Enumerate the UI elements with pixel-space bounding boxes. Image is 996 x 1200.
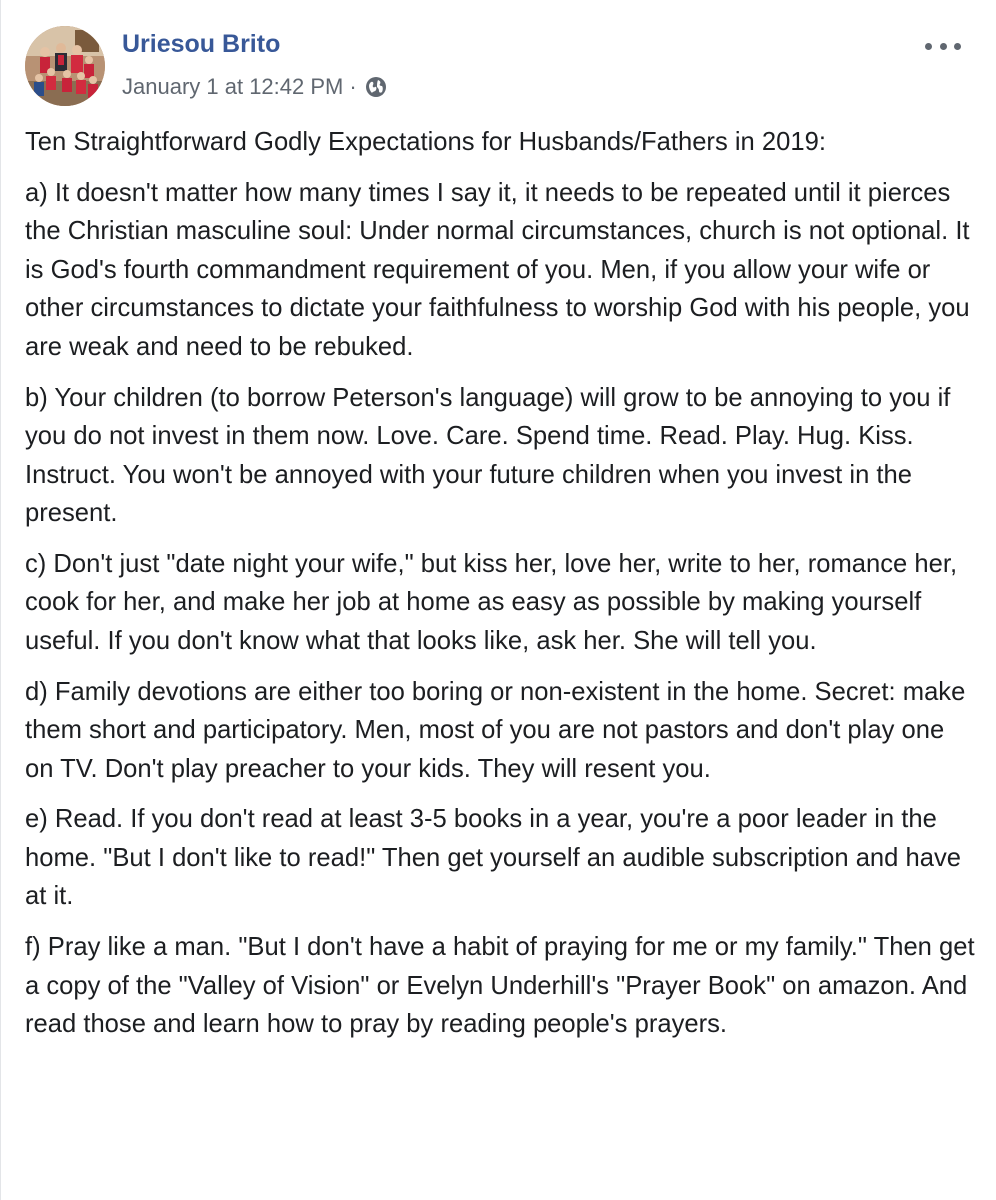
post-paragraph: d) Family devotions are either too boring or non-existent in the home. Secret: make them short and participatory. Men, most of you are not pastors and don't play one on TV. Don't play preacher to your kids. They will resent you. bbox=[25, 677, 966, 783]
post-paragraph: Ten Straightforward Godly Expectations for Husbands/Fathers in 2019: bbox=[25, 128, 826, 156]
post-body bbox=[25, 123, 975, 1056]
author-name-link[interactable]: Uriesou Brito bbox=[122, 30, 281, 58]
family-photo-avatar bbox=[25, 26, 105, 106]
globe-icon[interactable] bbox=[365, 76, 387, 98]
more-horizontal-icon bbox=[954, 43, 961, 50]
post-paragraph: c) Don't just "date night your wife," but kiss her, love her, write to her, romance her, cook for her, and make her job at home as easy as possible by making yourself useful. If you don't know what that looks like, ask her. She will tell you. bbox=[25, 549, 958, 655]
post-paragraph: b) Your children (to borrow Peterson's language) will grow to be annoying to you if you do not invest in them now. Love. Care. Spend time. Read. Play. Hug. Kiss. Instruct. You won't be annoyed with your future children when you invest in the present. bbox=[25, 383, 951, 528]
more-horizontal-icon bbox=[940, 43, 947, 50]
post-meta bbox=[122, 74, 387, 100]
more-options-button[interactable] bbox=[925, 36, 961, 56]
more-horizontal-icon bbox=[925, 43, 932, 50]
post-timestamp[interactable]: January 1 at 12:42 PM bbox=[122, 74, 344, 99]
post-paragraph: f) Pray like a man. "But I don't have a habit of praying for me or my family." Then get a copy of the "Valley of Vision" or Evelyn Underhill's "Prayer Book" on amazon. And read those and learn how to pray by reading people's prayers. bbox=[25, 933, 975, 1039]
post-header bbox=[25, 24, 975, 108]
meta-separator: · bbox=[349, 74, 357, 99]
post-paragraph: a) It doesn't matter how many times I say it, it needs to be repeated until it pierces the Christian masculine soul: Under normal circumstances, church is not optional. It is God's fourth commandment requirement of you. Men, if you allow your wife or other circumstances to dictate your faithfulness to worship God with his people, you are weak and need to be rebuked. bbox=[25, 178, 970, 361]
author-avatar[interactable] bbox=[25, 26, 105, 106]
post-paragraph: e) Read. If you don't read at least 3-5 books in a year, you're a poor leader in the home. "But I don't like to read!" Then get yourself an audible subscription and have at it. bbox=[25, 805, 962, 911]
